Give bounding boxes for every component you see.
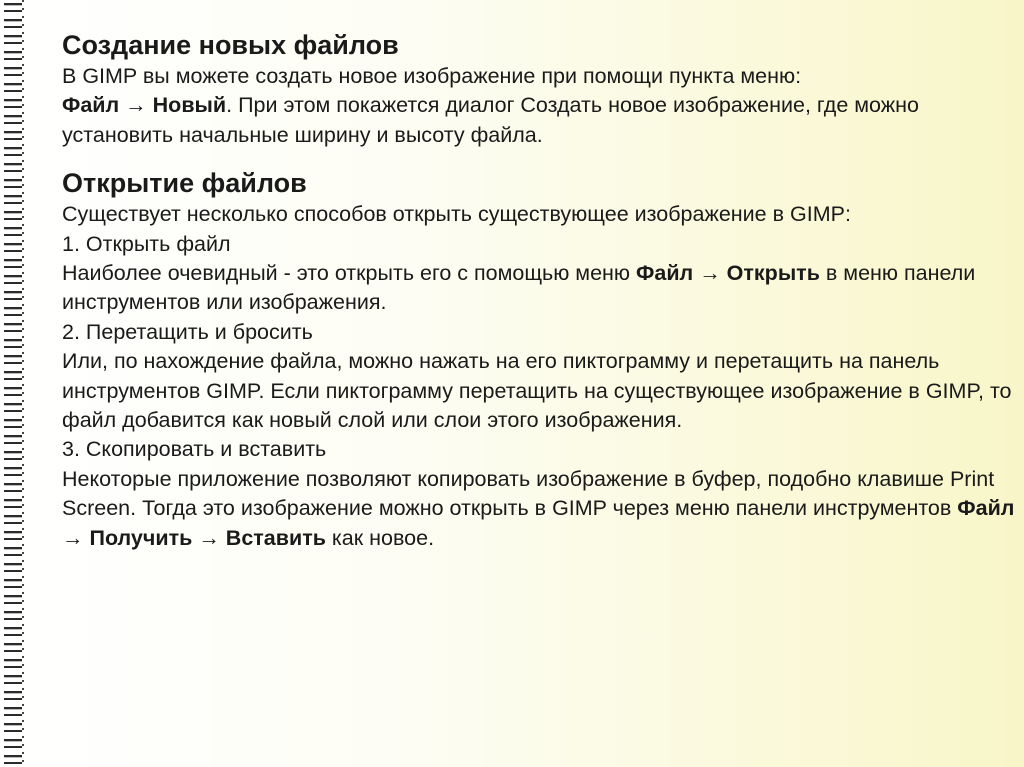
notebook-spiral-binding — [0, 0, 30, 767]
open-item3-text — [62, 465, 1017, 553]
item3-arrow2: → — [198, 525, 220, 550]
open-item1-text — [62, 259, 1017, 318]
item1-arrow: → — [699, 261, 721, 286]
item3-menu-paste: Вставить — [225, 525, 326, 550]
item3-arrow1: → — [62, 525, 84, 550]
item1-text-before: Наиболее очевидный - это открыть его с помощью меню — [62, 261, 637, 286]
section-title-create-files: Создание новых файлов — [62, 30, 399, 60]
item3-text-before: Некоторые приложение позволяют копировать изображение в буфер, подобно клавише Print Screen. Тогда это изображение можно открыть в GIMP через меню панели инструментов — [62, 466, 995, 521]
item3-text-after: как новое. — [325, 525, 435, 550]
create-intro: В GIMP вы можете создать новое изображение при помощи пункта меню: — [62, 64, 802, 88]
create-after-menu: . При этом покажется диалог Создать новое изображение, где можно установить начальные ширину и высоту файла. — [62, 93, 919, 147]
slide-content — [62, 28, 1017, 553]
menu-arrow: → — [125, 93, 147, 118]
item3-menu-file: Файл — [957, 496, 1015, 521]
section-create-files-text — [62, 62, 1017, 150]
menu-new: Новый — [152, 93, 227, 118]
open-item3-title: 3. Скопировать и вставить — [62, 437, 327, 462]
section-title-open-files: Открытие файлов — [62, 168, 307, 199]
item1-text-after: в меню панели инструментов или изображения. — [62, 261, 976, 315]
menu-file: Файл — [62, 93, 120, 118]
item1-menu-file: Файл — [636, 261, 694, 286]
item1-menu-open: Открыть — [726, 261, 820, 286]
open-item1-title: 1. Открыть файл — [62, 231, 231, 256]
item3-menu-get: Получить — [89, 525, 193, 550]
open-item2-title: 2. Перетащить и бросить — [62, 319, 313, 344]
open-intro: Существует несколько способов открыть существующее изображение в GIMP: — [62, 202, 851, 227]
open-item2-text: Или, по нахождение файла, можно нажать на его пиктограмму и перетащить на панель инструментов GIMP. Если пиктограмму перетащить на существующее изображение в GIMP, то файл добавится как новый слой или слои этого изображения. — [62, 349, 1012, 433]
